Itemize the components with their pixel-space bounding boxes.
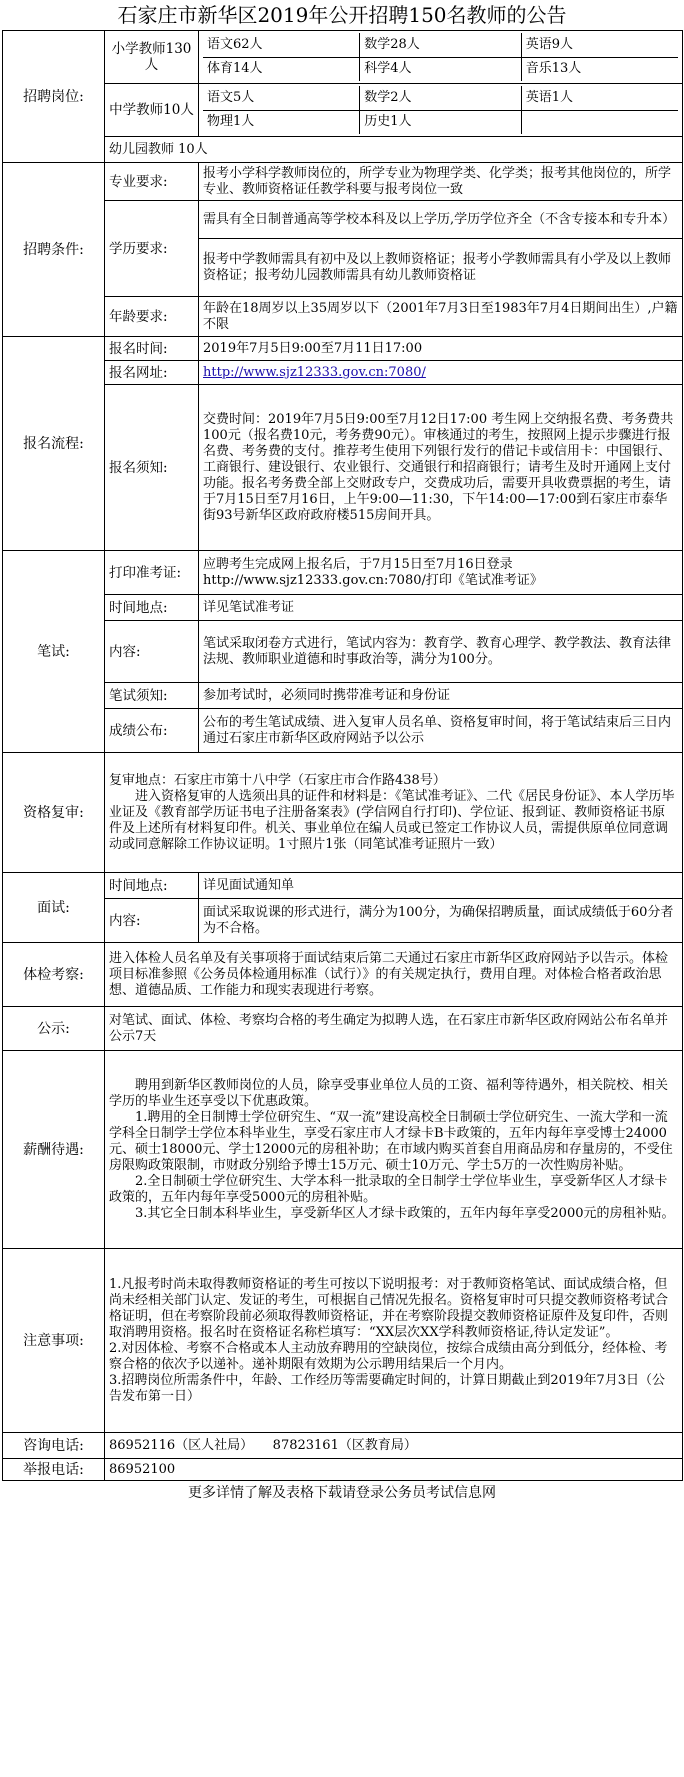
publicity-text: 对笔试、面试、体检、考察均合格的考生确定为拟聘人选，在石家庄市新华区政府网站公布名单并公示7天 — [105, 1007, 683, 1051]
primary-subject-cell: 数学28人 — [360, 33, 522, 57]
middle-subjects — [203, 86, 678, 134]
written-notice-text: 参加考试时，必须同时携带准考证和身份证 — [199, 683, 683, 709]
middle-subject-cell — [521, 110, 678, 134]
physical-text: 进入体检人员名单及有关事项将于面试结束后第二天通过石家庄市新华区政府网站予以告示。体检项目标准参照《公务员体检通用标准（试行）》的有关规定执行，费用自理。对体检合格者政治思想、道德品质、工作能力和现实表现进行考察。 — [105, 943, 683, 1007]
ticket-text: 应聘考生完成网上报名后，于7月15日至7月16日登录http://www.sjz12333.gov.cn:7080/打印《笔试准考证》 — [199, 551, 683, 595]
interview-place-label: 时间地点: — [105, 873, 199, 899]
primary-subject-cell: 体育14人 — [203, 57, 360, 81]
reg-time-label: 报名时间: — [105, 337, 199, 361]
interview-content-label: 内容: — [105, 899, 199, 943]
age-label: 年龄要求: — [105, 297, 199, 337]
middle-subject-cell: 数学2人 — [360, 86, 522, 110]
primary-subjects — [203, 33, 678, 81]
review-materials: 进入资格复审的人选须出具的证件和材料是：《笔试准考证》、二代《居民身份证》、本人学历毕业证及《教育部学历证书电子注册备案表》(学信网自行打印)、学位证、报到证、教师资格证书原件及上述所有材料复印件。机关、事业单位在编人员或已签定工作协议人员，需提供原单位同意调动或同意解除工作协议证明。1寸照片1张（同笔试准考证照片一致） — [109, 788, 675, 852]
age-text: 年龄在18周岁以上35周岁以下（2001年7月3日至1983年7月4日期间出生）,户籍不限 — [199, 297, 683, 337]
major-text: 报考小学科学教师岗位的，所学专业为物理学类、化学类；报考其他岗位的，所学专业、教师资格证任教学科要与报考岗位一致 — [199, 163, 683, 201]
contact-text: 86952116（区人社局） 87823161（区教育局） — [105, 1433, 683, 1459]
written-content-label: 内容: — [105, 621, 199, 683]
salary-policy-2: 2.全日制硕士学位研究生、大学本科一批录取的全日制学士学位毕业生，享受新华区人才绿卡政策的，五年内每年享受5000元的房租补贴。 — [109, 1173, 668, 1205]
reg-time-text: 2019年7月5日9:00至7月11日17:00 — [199, 337, 683, 361]
reg-notice-label: 报名须知: — [105, 385, 199, 551]
review-label: 资格复审: — [3, 753, 105, 873]
middle-subject-cell: 历史1人 — [360, 110, 522, 134]
edu-label: 学历要求: — [105, 201, 199, 297]
conditions-label: 招聘条件: — [3, 163, 105, 337]
score-text: 公布的考生笔试成绩、进入复审人员名单、资格复审时间，将于笔试结束后三日内通过石家庄市新华区政府网站予以公示 — [199, 709, 683, 753]
page-title: 石家庄市新华区2019年公开招聘150名教师的公告 — [117, 3, 567, 27]
written-label: 笔试: — [3, 551, 105, 753]
notes-item-3: 3.招聘岗位所需条件中，年龄、工作经历等需要确定时间的，计算日期截止到2019年7月3日（公告发布第一日） — [109, 1372, 666, 1404]
announcement-table — [2, 30, 683, 1481]
reg-url-label: 报名网址: — [105, 361, 199, 385]
salary-label: 薪酬待遇: — [3, 1051, 105, 1249]
written-place-text: 详见笔试准考证 — [199, 595, 683, 621]
notes-item-1: 1.凡报考时尚未取得教师资格证的考生可按以下说明报考：对于教师资格笔试、面试成绩合格，但尚未经相关部门认定、发证的考生，可根据自己情况先报名。资格复审时可只提交教师资格考试合格证明，但在考察阶段前必须取得教师资格证，并在考察阶段提交教师资格证原件及复印件，否则取消聘用资格。报名时在资格证名称栏填写：“XX层次XX学科教师资格证,待认定发证”。 — [109, 1276, 669, 1340]
report-text: 86952100 — [105, 1459, 683, 1481]
ticket-label: 打印准考证: — [105, 551, 199, 595]
edu-text: 需具有全日制普通高等学校本科及以上学历,学历学位齐全（不含专接本和专升本） — [199, 201, 683, 239]
certificate-text: 报考中学教师需具有初中及以上教师资格证；报考小学教师需具有小学及以上教师资格证；报考幼儿园教师需具有幼儿教师资格证 — [199, 239, 683, 297]
middle-subject-cell: 英语1人 — [521, 86, 678, 110]
salary-intro: 聘用到新华区教师岗位的人员，除享受事业单位人员的工资、福利等待遇外，相关院校、相关学历的毕业生还享受以下优惠政策。 — [109, 1077, 669, 1109]
major-label: 专业要求: — [105, 163, 199, 201]
middle-subject-cell: 语文5人 — [203, 86, 360, 110]
notes-item-2: 2.对因体检、考察不合格或本人主动放弃聘用的空缺岗位，按综合成绩由高分到低分，经体检、考察合格的依次予以递补。递补期限有效期为公示聘用结果后一个月内。 — [109, 1340, 668, 1372]
middle-subject-cell: 物理1人 — [203, 110, 360, 134]
written-content-text: 笔试采取闭卷方式进行，笔试内容为：教育学、教育心理学、教学教法、教育法律法规、教师职业道德和时事政治等，满分为100分。 — [199, 621, 683, 683]
contact-label: 咨询电话: — [3, 1433, 105, 1459]
publicity-label: 公示: — [3, 1007, 105, 1051]
registration-url-link[interactable]: http://www.sjz12333.gov.cn:7080/ — [203, 364, 426, 380]
kindergarten-position: 幼儿园教师 10人 — [105, 137, 683, 163]
physical-label: 体检考察: — [3, 943, 105, 1007]
primary-subject-cell: 语文62人 — [203, 33, 360, 57]
report-label: 举报电话: — [3, 1459, 105, 1481]
reg-notice-text: 交费时间：2019年7月5日9:00至7月12日17:00 考生网上交纳报名费、考务费共100元（报名费10元，考务费90元）。审核通过的考生，按照网上提示步骤进行报名费、考务费的支付。推荐考生使用下列银行发行的借记卡或信用卡：中国银行、工商银行、建设银行、农业银行、交通银行和招商银行；请考生及时开通网上支付功能。报名考务费全部上交财政专户，交费成功后，需要开具收费票据的考生，请于7月15日至7月16日，上午9:00—11:30，下午14:00—17:00到石家庄市泰华街93号新华区政府政府楼515房间开具。 — [199, 385, 683, 551]
salary-policy-3: 3.其它全日制本科毕业生，享受新华区人才绿卡政策的，五年内每年享受2000元的房租补贴。 — [135, 1205, 675, 1221]
primary-subject-cell: 音乐13人 — [525, 61, 582, 77]
interview-label: 面试: — [3, 873, 105, 943]
written-place-label: 时间地点: — [105, 595, 199, 621]
interview-content-text: 面试采取说课的形式进行，满分为100分，为确保招聘质量，面试成绩低于60分者为不合格。 — [199, 899, 683, 943]
salary-policy-1: 1.聘用的全日制博士学位研究生、“双一流”建设高校全日制硕士学位研究生、一流大学和一流学科全日制学士学位本科毕业生，享受石家庄市人才绿卡B卡政策的，五年内每年享受博士24000元、硕士18000元、学士12000元的房租补助；在市域内购买首套自用商品房和存量房的，不受住房限购政策限制，市财政分别给予博士15万元、硕士10万元、学士5万的一次性购房补贴。 — [109, 1109, 673, 1173]
positions-label: 招聘岗位: — [3, 31, 105, 163]
notes-label: 注意事项: — [3, 1249, 105, 1433]
written-notice-label: 笔试须知: — [105, 683, 199, 709]
primary-subject-cell: 英语9人 — [521, 33, 678, 57]
registration-label: 报名流程: — [3, 337, 105, 551]
interview-place-text: 详见面试通知单 — [199, 873, 683, 899]
primary-subject-cell: 科学4人 — [360, 57, 522, 81]
review-location: 复审地点：石家庄市第十八中学（石家庄市合作路438号） — [109, 772, 446, 788]
footer-note: 更多详情了解及表格下载请登录公务员考试信息网 — [188, 1485, 496, 1501]
score-label: 成绩公布: — [105, 709, 199, 753]
middle-label: 中学教师10人 — [105, 84, 199, 137]
primary-label: 小学教师130人 — [105, 31, 199, 84]
